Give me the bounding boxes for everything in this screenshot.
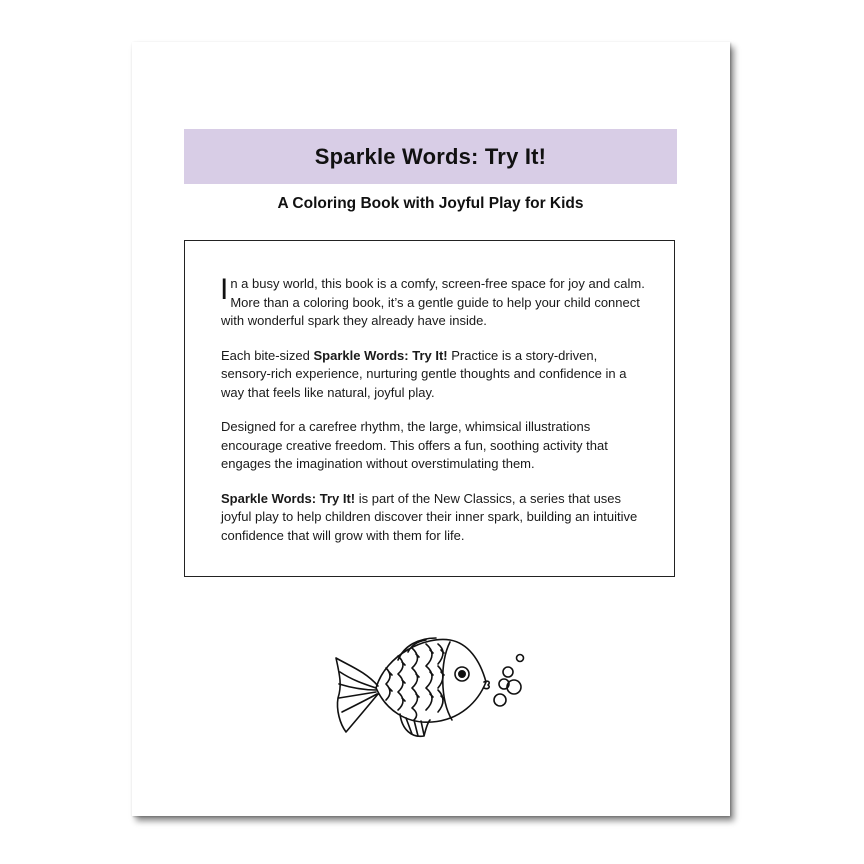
paragraph-practice-title: Sparkle Words: Try It! [313, 347, 448, 363]
page-title: Sparkle Words: Try It! [314, 143, 547, 169]
bubble [494, 694, 506, 706]
drop-cap: I [220, 273, 229, 306]
paragraph-intro [221, 275, 648, 331]
paragraph-series-title: Sparkle Words: Try It! [221, 490, 356, 506]
bubble [507, 680, 521, 694]
bubble [503, 667, 513, 677]
paragraph-series [221, 490, 648, 546]
paragraph-practice [221, 347, 648, 403]
book-page [132, 42, 730, 816]
page-subtitle: A Coloring Book with Joyful Play for Kids [277, 195, 584, 212]
fish-with-bubbles-icon [328, 610, 538, 770]
bubble [517, 655, 524, 662]
description-box [184, 240, 675, 577]
paragraph-intro-text: n a busy world, this book is a comfy, screen-free space for joy and calm. More than a coloring book, it’s a gentle guide to help your child connect with wonderful spark they already have inside. [221, 276, 645, 328]
paragraph-practice-rest: Practice is a story-driven, sensory-rich experience, nurturing gentle thoughts and confidence in a way that feels like natural, joyful play. [221, 347, 627, 400]
paragraph-series-rest: is part of the New Classics, a series that uses joyful play to help children discover their inner spark, building an intuitive confidence that will grow with them for life. [221, 490, 638, 543]
paragraph-design: Designed for a carefree rhythm, the large, whimsical illustrations encourage creative freedom. This offers a fun, soothing activity that engages the imagination without overstimulating them. [221, 419, 608, 471]
paragraph-practice-lead: Each bite-sized [221, 347, 314, 363]
title-band [184, 129, 677, 184]
